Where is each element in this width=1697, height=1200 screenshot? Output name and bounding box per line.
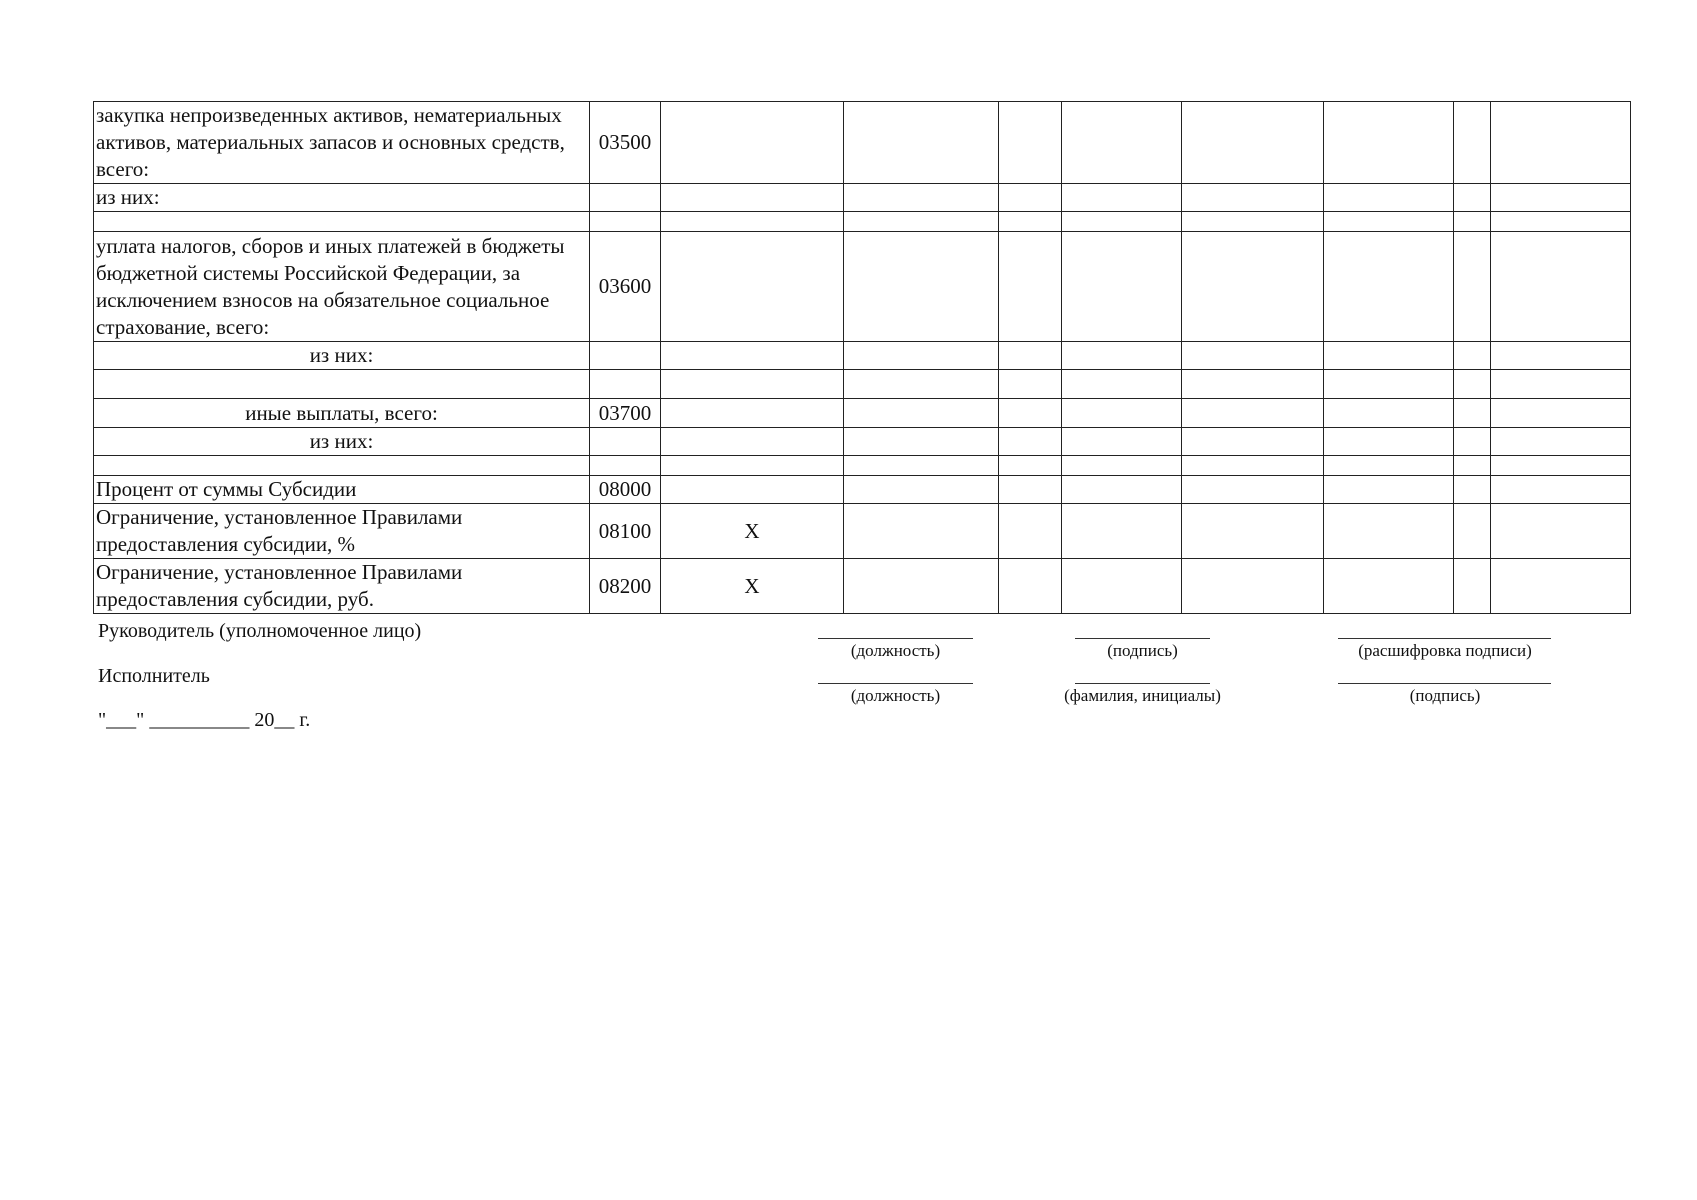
executor-signature-caption: (подпись) xyxy=(1409,686,1481,705)
row-label: уплата налогов, сборов и иных платежей в бюджеты бюджетной системы Российской Федерации, за исключением взносов на обязательное социальное страхование, всего: xyxy=(94,232,590,342)
value-cell xyxy=(1454,212,1491,232)
row-label: из них: xyxy=(94,342,590,370)
row-code: 03700 xyxy=(590,399,661,428)
value-cell xyxy=(1491,428,1631,456)
value-cell xyxy=(661,212,844,232)
value-cell xyxy=(1062,370,1182,399)
value-cell xyxy=(1454,476,1491,504)
value-cell xyxy=(1182,504,1324,559)
row-code xyxy=(590,428,661,456)
value-cell xyxy=(1182,476,1324,504)
value-cell xyxy=(1062,184,1182,212)
row-label: из них: xyxy=(94,428,590,456)
row-code: 08000 xyxy=(590,476,661,504)
value-cell xyxy=(661,102,844,184)
executor-position-line xyxy=(818,683,973,684)
value-cell xyxy=(999,399,1062,428)
value-cell xyxy=(1062,102,1182,184)
value-cell xyxy=(844,476,999,504)
table-row xyxy=(94,399,1631,428)
value-cell xyxy=(1324,559,1454,614)
row-code xyxy=(590,212,661,232)
value-cell xyxy=(1182,342,1324,370)
value-cell xyxy=(999,212,1062,232)
date-line: "___" __________ 20__ г. xyxy=(98,709,311,731)
value-cell xyxy=(1491,504,1631,559)
value-cell xyxy=(661,232,844,342)
head-signature-line xyxy=(1075,638,1210,639)
value-cell xyxy=(1454,370,1491,399)
value-cell xyxy=(1062,428,1182,456)
row-label xyxy=(94,212,590,232)
table-row xyxy=(94,232,1631,342)
value-cell xyxy=(999,456,1062,476)
value-cell xyxy=(844,428,999,456)
row-code xyxy=(590,370,661,399)
row-label: из них: xyxy=(94,184,590,212)
value-cell xyxy=(844,559,999,614)
value-cell xyxy=(1491,456,1631,476)
row-label: иные выплаты, всего: xyxy=(94,399,590,428)
executor-label: Исполнитель xyxy=(98,665,210,687)
value-cell xyxy=(1062,476,1182,504)
value-cell xyxy=(999,428,1062,456)
value-cell xyxy=(844,399,999,428)
value-cell xyxy=(1182,428,1324,456)
value-cell xyxy=(999,559,1062,614)
value-cell xyxy=(1454,504,1491,559)
table-row xyxy=(94,559,1631,614)
head-name-caption: (расшифровка подписи) xyxy=(1358,641,1532,660)
value-cell xyxy=(661,342,844,370)
row-label: закупка непроизведенных активов, нематериальных активов, материальных запасов и основных средств, всего: xyxy=(94,102,590,184)
value-cell xyxy=(999,504,1062,559)
value-cell xyxy=(661,428,844,456)
value-cell xyxy=(1182,370,1324,399)
value-cell xyxy=(999,102,1062,184)
value-cell xyxy=(1062,232,1182,342)
value-cell xyxy=(1324,184,1454,212)
value-cell xyxy=(1454,342,1491,370)
value-cell xyxy=(1324,456,1454,476)
value-cell xyxy=(844,504,999,559)
value-cell xyxy=(999,342,1062,370)
value-cell xyxy=(1491,370,1631,399)
row-label xyxy=(94,370,590,399)
value-cell xyxy=(844,212,999,232)
value-cell xyxy=(1491,399,1631,428)
head-signature-caption: (подпись) xyxy=(1107,641,1178,660)
value-cell xyxy=(1182,184,1324,212)
value-cell xyxy=(661,399,844,428)
table-row xyxy=(94,504,1631,559)
row-label: Процент от суммы Субсидии xyxy=(94,476,590,504)
value-cell xyxy=(1491,212,1631,232)
row-code: 08200 xyxy=(590,559,661,614)
table-row xyxy=(94,428,1631,456)
value-cell xyxy=(1324,399,1454,428)
value-cell xyxy=(1062,342,1182,370)
value-cell xyxy=(1491,232,1631,342)
table-row xyxy=(94,476,1631,504)
executor-position-caption: (должность) xyxy=(850,686,941,705)
value-cell xyxy=(1062,399,1182,428)
table-row xyxy=(94,456,1631,476)
row-label xyxy=(94,456,590,476)
value-cell xyxy=(999,232,1062,342)
value-cell xyxy=(661,184,844,212)
head-name-line xyxy=(1338,638,1551,639)
row-code: 03500 xyxy=(590,102,661,184)
value-cell xyxy=(844,342,999,370)
value-cell xyxy=(1454,559,1491,614)
value-cell xyxy=(661,476,844,504)
table-row xyxy=(94,370,1631,399)
row-label: Ограничение, установленное Правилами предоставления субсидии, % xyxy=(94,504,590,559)
value-cell xyxy=(1182,399,1324,428)
table-row xyxy=(94,184,1631,212)
value-cell xyxy=(1182,456,1324,476)
executor-name-caption: (фамилия, инициалы) xyxy=(1064,686,1221,705)
head-position-caption: (должность) xyxy=(850,641,941,660)
value-cell xyxy=(1491,184,1631,212)
head-label: Руководитель (уполномоченное лицо) xyxy=(98,620,422,642)
table-row xyxy=(94,102,1631,184)
value-cell xyxy=(1491,102,1631,184)
row-code xyxy=(590,184,661,212)
value-cell xyxy=(1324,342,1454,370)
table-row xyxy=(94,342,1631,370)
value-cell xyxy=(661,370,844,399)
table-row xyxy=(94,212,1631,232)
value-cell xyxy=(1454,184,1491,212)
value-cell xyxy=(1324,476,1454,504)
value-cell xyxy=(661,456,844,476)
value-cell xyxy=(844,456,999,476)
value-cell xyxy=(1182,232,1324,342)
row-label: Ограничение, установленное Правилами предоставления субсидии, руб. xyxy=(94,559,590,614)
row-code: 03600 xyxy=(590,232,661,342)
value-cell xyxy=(999,184,1062,212)
x-mark-cell: X xyxy=(661,559,844,614)
value-cell xyxy=(1182,559,1324,614)
value-cell xyxy=(1182,212,1324,232)
executor-name-line xyxy=(1075,683,1210,684)
row-code xyxy=(590,342,661,370)
value-cell xyxy=(844,370,999,399)
value-cell xyxy=(1062,559,1182,614)
value-cell xyxy=(844,232,999,342)
value-cell xyxy=(1062,212,1182,232)
value-cell xyxy=(1324,504,1454,559)
head-position-line xyxy=(818,638,973,639)
value-cell xyxy=(1491,476,1631,504)
value-cell xyxy=(1454,232,1491,342)
value-cell xyxy=(844,184,999,212)
value-cell xyxy=(1324,102,1454,184)
value-cell xyxy=(1491,342,1631,370)
value-cell xyxy=(1454,399,1491,428)
executor-signature-line xyxy=(1338,683,1551,684)
value-cell xyxy=(1491,559,1631,614)
value-cell xyxy=(1454,428,1491,456)
value-cell xyxy=(1324,212,1454,232)
value-cell xyxy=(1454,456,1491,476)
value-cell xyxy=(1062,456,1182,476)
value-cell xyxy=(844,102,999,184)
value-cell xyxy=(1324,428,1454,456)
value-cell xyxy=(1182,102,1324,184)
value-cell xyxy=(1062,504,1182,559)
report-table xyxy=(93,101,1631,614)
row-code: 08100 xyxy=(590,504,661,559)
value-cell xyxy=(1324,370,1454,399)
report-table-body xyxy=(94,102,1631,614)
value-cell xyxy=(999,476,1062,504)
value-cell xyxy=(1454,102,1491,184)
x-mark-cell: X xyxy=(661,504,844,559)
value-cell xyxy=(1324,232,1454,342)
value-cell xyxy=(999,370,1062,399)
row-code xyxy=(590,456,661,476)
